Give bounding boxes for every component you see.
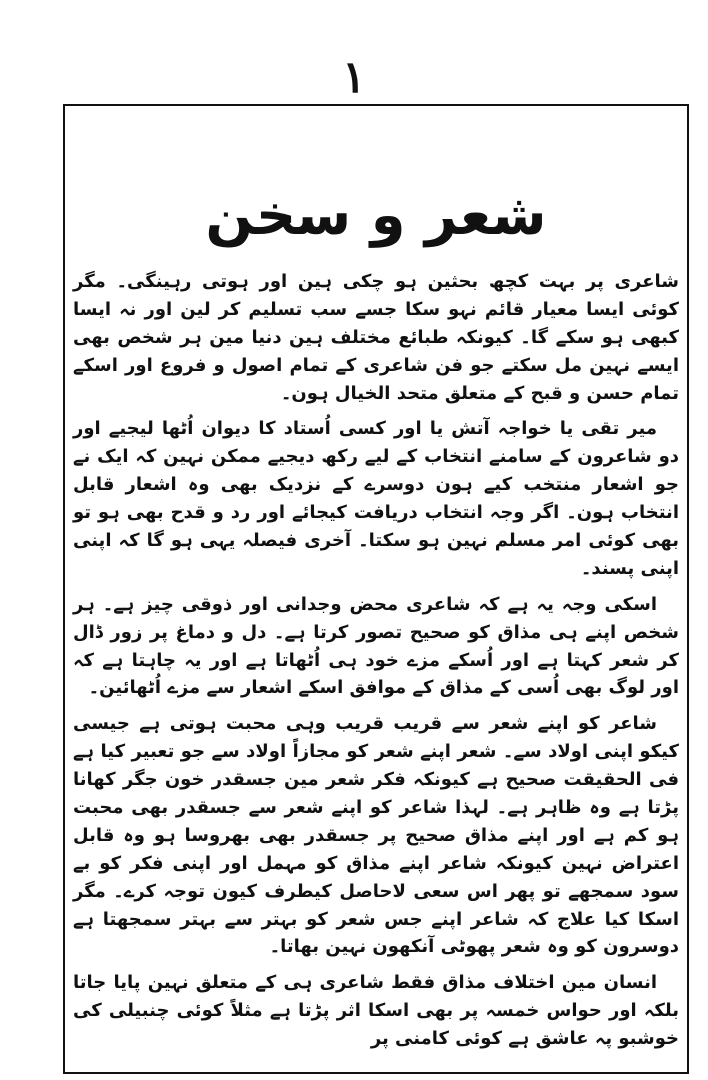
paragraph: انسان مین اختلاف مذاق فقط شاعری ہی کے متعلق نہین پایا جاتا بلکہ اور حواس خمسہ پر بھی اسکا اثر پڑتا ہے مثلاً کوئی چنبیلی کی خوشبو پہ عاشق ہے کوئی کامنی پر (73, 972, 679, 1050)
page-title: شعر و سخن (205, 183, 547, 248)
paragraph: میر تقی یا خواجہ آتش یا اور کسی اُستاد کا دیوان اُٹھا لیجیے اور دو شاعرون کے سامنے انتخاب کے لیے رکھ دیجیے ممکن نہین کہ ایک نے جو اشعار منتخب کیے ہون دوسرے کے نزدیک بھی وہ اشعار قابل انتخاب ہون۔ اگر وجہ انتخاب دریافت کیجائے اور رد و قدح بھی ہو تو بھی کوئی امر مسلم نہین ہو سکتا۔ آخری فیصلہ یہی ہو گا کہ اپنی اپنی پسند۔ (73, 418, 679, 579)
page-number: ۱ (342, 52, 366, 103)
paragraph: شاعری پر بہت کچھ بحثین ہو چکی ہین اور ہوتی رہینگی۔ مگر کوئی ایسا معیار قائم نہو سکا جسے سب تسلیم کر لین اور نہ ایسا کبھی ہو سکے گا۔ کیونکہ طبائع مختلف ہین دنیا مین ہر شخص بھی ایسے نہین مل سکتے جو فن شاعری کے تمام اصول و فروع اور اسکے تمام حسن و قبح کے متعلق متحد الخیال ہون۔ (73, 271, 679, 404)
page-frame (63, 104, 689, 1074)
body-text (73, 268, 679, 1061)
paragraph: اسکی وجہ یہ ہے کہ شاعری محض وجدانی اور ذوقی چیز ہے۔ ہر شخص اپنے ہی مذاق کو صحیح تصور کرتا ہے۔ دل و دماغ پر زور ڈال کر شعر کہتا ہے اور اُسکے مزے خود ہی اُٹھاتا ہے اور یہ چاہتا ہے کہ اور لوگ بھی اُسی کے مذاق کے موافق اسکے اشعار سے مزے اُٹھائین۔ (73, 593, 679, 699)
paragraph: شاعر کو اپنے شعر سے قریب قریب وہی محبت ہوتی ہے جیسی کیکو اپنی اولاد سے۔ شعر اپنے شعر کو مجازاً اولاد سے جو تعبیر کیا ہے فی الحقیقت صحیح ہے کیونکہ فکر شعر مین جسقدر خون جگر کھانا پڑتا ہے وہ ظاہر ہے۔ لہذا شاعر کو اپنے شعر سے جسقدر بھی محبت ہو کم ہے اور اپنے مذاق صحیح پر جسقدر بھی بھروسا ہو وہ قابل اعتراض نہین کیونکہ شاعر اپنے مذاق کو مہمل اور اپنی فکر کو بے سود سمجھے تو پھر اس سعی لاحاصل کیطرف کیون توجہ کرے۔ مگر اسکا کیا علاج کہ شاعر اپنے جس شعر کو بہتر سے بہتر سمجھتا ہے دوسرون کو وہ شعر پھوٹی آنکھون نہین بھاتا۔ (73, 713, 679, 958)
